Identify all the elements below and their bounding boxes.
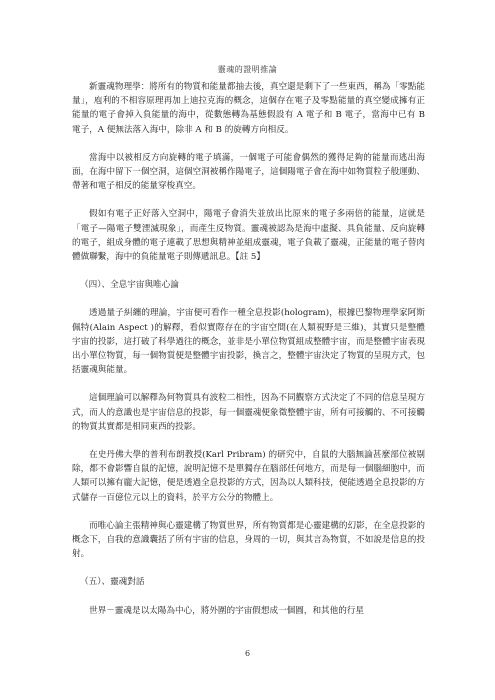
paragraph-pribram: 在史丹佛大學的普利布朗教授(Karl Pribram) 的研究中，自鼠的大腦無論甚麼部位被剔除，都不會影響自鼠的記憶，說明記憶不是單獨存在腦部任何地方，而是每一個腦細胞中，而人類可以擁有龐大記憶，便是透過全息投影的方式，因為以人類科技，便能透過全息投影的方式儲存一百億位元以上的資料，於平方公分的物體上。 [72, 450, 425, 503]
paragraph-idealism: 而唯心論主張精神與心靈建構了物質世界，所有物質都是心靈建構的幻影，在全息投影的概念下，自我的意識囊括了所有宇宙的信息，身周的一切，與其言為物質，不如說是信息的投射。 [72, 520, 425, 560]
page-number: 6 [244, 649, 251, 658]
paragraph-quantum-entanglement: 透過量子糾纏的理論，宇宙便可看作一種全息投影(hologram)，根據巴黎物理學家阿斯佩特(Alain Aspect )的解釋，看似實際存在的宇宙空間(在人類視野是三維)，其實只是整體宇宙的投影，這打破了科學過往的概念，並非是小單位物質組成整體宇宙，而是整體宇宙表現出小單位物質，每一個物質便是整體宇宙投影，換言之，整體宇宙決定了物質的呈現方式，包括靈魂與能量。 [72, 308, 425, 376]
paragraph-wave-particle: 這個理論可以解釋為何物質具有波粒二相性，因為不同觀察方式決定了不同的信息呈現方式，而人的意識也是宇宙信息的投影，每一個靈魂便象徵整體宇宙，所有可接觸的、不可接觸的物質其實都是相同東西的投影。 [72, 393, 425, 432]
section-heading-holographic-universe: （四）、全息宇宙與唯心論 [80, 280, 179, 291]
running-header: 靈魂的證明推論 [217, 65, 278, 74]
paragraph-positron: 當海中以被相反方向旋轉的電子填滿，一個電子可能會偶然的獲得足夠的能量而逃出海面，在海中留下一個空洞，這個空洞被稱作陽電子，這個陽電子會在海中如物質粒子般運動、帶著和電子相反的能量穿梭真空。 [72, 152, 425, 192]
paragraph-annihilation: 假如有電子正好落入空洞中，陽電子會消失並放出比原來的電子多兩倍的能量，這就是「電子—陽電子雙湮滅現象」，而產生反物質。靈魂被認為是海中虛擬、具負能量、反向旋轉的電子，組成身體的電子連載了思想與精神並組成靈魂，電子負載了靈魂，正能量的電子替肉體做聯繫，海中的負能量電子則傳遞訊息。【註 5】 [72, 209, 425, 263]
section-heading-soul-dialogue: （五）、靈魂對話 [80, 577, 145, 588]
document-body [72, 80, 425, 632]
paragraph-world-soul: 世界－靈魂是以太陽為中心，將外圍的宇宙假想成一個圓，和其他的行星 [89, 605, 365, 616]
paragraph-new-soul-physics: 新靈魂物理學：將所有的物質和能量都抽去後，真空還是剩下了一些東西，稱為「零點能量」，庖利的不相容原理再加上迪拉克海的概念，這個存在電子及零點能量的真空變成擁有正能量的電子會掉入負能量的海中，從數態轉為基態假設有 A 電子和 B 電子，當海中已有 B 電子，A 便無法落入海中，除非 A 和 B 的旋轉方向相反。 [72, 82, 425, 135]
